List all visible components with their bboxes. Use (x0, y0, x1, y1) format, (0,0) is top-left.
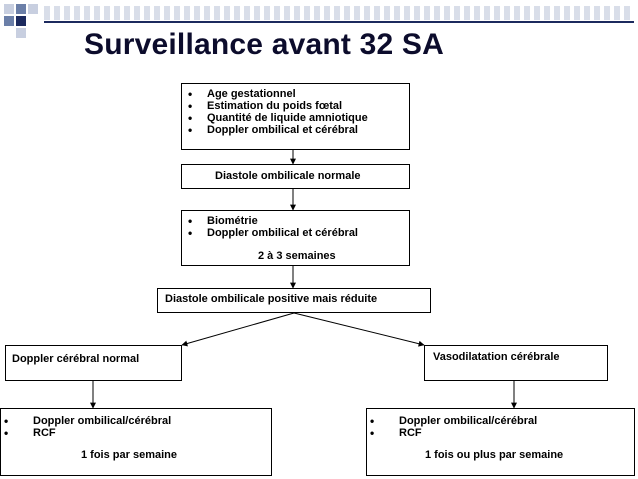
box-doppler-cerebral-normal (5, 345, 182, 381)
list-item: • RCF (367, 427, 634, 439)
box-diastole-reduite (157, 288, 431, 313)
doppler-normal-label: Doppler cérébral normal (12, 353, 140, 365)
arrow-reduite-to-vasodilatation (294, 313, 424, 345)
list-item: • Biométrie (182, 215, 409, 227)
suivi-right-frequency: 1 fois ou plus par semaine (425, 449, 564, 461)
box-suivi-hebdo (0, 408, 272, 476)
box-diastole-normale (181, 164, 410, 189)
box-biometrie (181, 210, 410, 266)
suivi-left-frequency: 1 fois par semaine (81, 449, 177, 461)
suivi-right-list (367, 415, 634, 439)
page-title: Surveillance avant 32 SA (84, 28, 444, 61)
list-item: • Doppler ombilical et cérébral (182, 227, 409, 239)
suivi-left-list (1, 415, 271, 439)
list-item: • Doppler ombilical et cérébral (182, 124, 409, 136)
criteria-list (182, 88, 409, 136)
diastole-reduite-label: Diastole ombilicale positive mais réduite (165, 293, 378, 305)
vasodilatation-label: Vasodilatation cérébrale (433, 351, 560, 363)
biometrie-frequency: 2 à 3 semaines (258, 250, 336, 262)
list-item: • Estimation du poids fœtal (182, 100, 409, 112)
biometrie-list (182, 215, 409, 239)
list-item: • Doppler ombilical/cérébral (367, 415, 634, 427)
arrow-reduite-to-doppler-normal (182, 313, 294, 345)
box-criteres (181, 83, 410, 150)
list-item: • Doppler ombilical/cérébral (1, 415, 271, 427)
list-item: • RCF (1, 427, 271, 439)
list-item: • Quantité de liquide amniotique (182, 112, 409, 124)
box-vasodilatation (424, 345, 608, 381)
list-item: • Age gestationnel (182, 88, 409, 100)
box-suivi-renforce (366, 408, 635, 476)
diastole-normale-label: Diastole ombilicale normale (215, 170, 361, 182)
